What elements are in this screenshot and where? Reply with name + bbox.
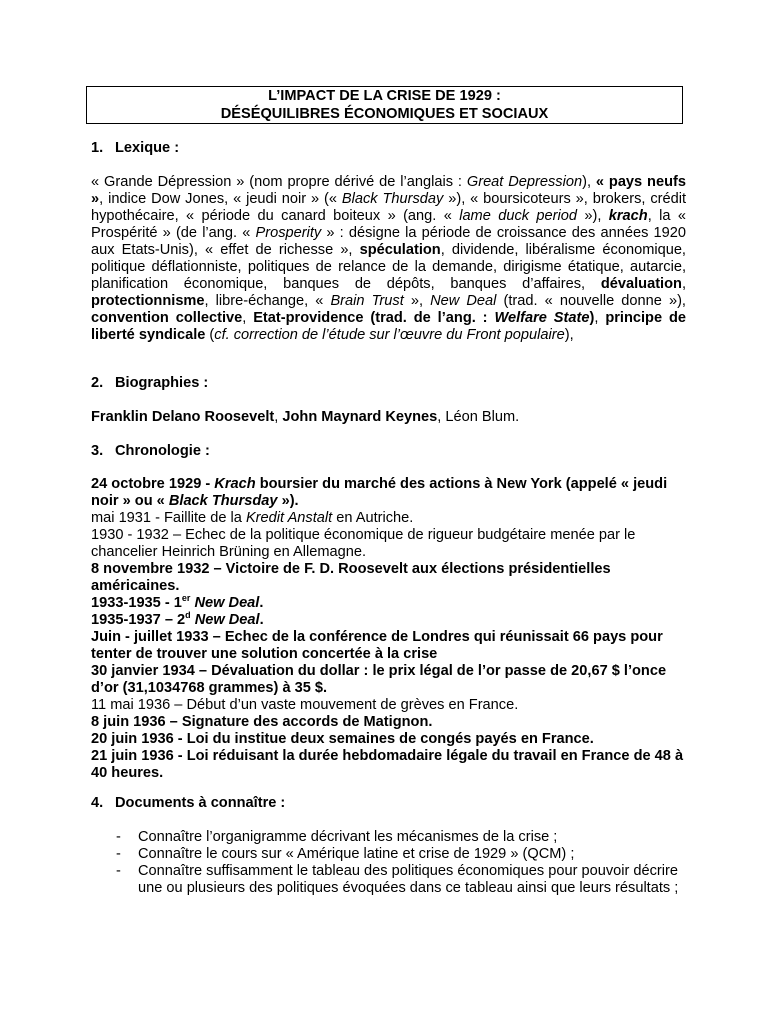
lexique-text: « Grande Dépression » (nom propre dérivé de l’anglais : bbox=[91, 174, 467, 190]
lexique-term: convention collective bbox=[91, 310, 243, 326]
chrono-entry: mai 1931 - Faillite de la Kredit Anstalt en Autriche. bbox=[91, 510, 414, 526]
chrono-entry: 1935-1937 – 2$^d$ New Deal. bbox=[91, 610, 264, 628]
chrono-entry: 21 juin 1936 - Loi réduisant la durée hebdomadaire légale du travail en France de 48 à 40 heures. bbox=[91, 748, 684, 781]
lexique-term: krach bbox=[608, 208, 648, 224]
section-title: Documents à connaître : bbox=[115, 795, 286, 811]
list-item: - Connaître l’organigramme décrivant les mécanismes de la crise ; bbox=[116, 829, 558, 845]
lexique-text: , bbox=[681, 276, 686, 292]
bio-text: , Léon Blum. bbox=[437, 409, 520, 425]
lexique-term: principe de liberté syndicale bbox=[91, 310, 687, 343]
lexique-term: protectionnisme bbox=[91, 293, 205, 309]
lexique-term: cf. correction de l’étude sur l’œuvre du Front populaire bbox=[214, 327, 565, 343]
chrono-entry: 8 novembre 1932 – Victoire de F. D. Roosevelt aux élections présidentielles américaines. bbox=[91, 561, 611, 594]
bio-name: John Maynard Keynes bbox=[282, 409, 438, 425]
section-number: 4. bbox=[91, 795, 104, 811]
section-number: 3. bbox=[91, 443, 104, 459]
chronology-list bbox=[91, 476, 686, 782]
bio-name: Franklin Delano Roosevelt bbox=[91, 409, 275, 425]
lexique-term: Welfare State bbox=[494, 310, 590, 326]
lexique-term: Prosperity bbox=[255, 225, 322, 241]
chrono-entry: 20 juin 1936 - Loi du institue deux semaines de congés payés en France. bbox=[91, 731, 594, 747]
lexique-text: » : désigne la période de croissance des années 1920 aux Etats-Unis), « effet de richesse », bbox=[91, 225, 686, 258]
documents-list bbox=[91, 829, 686, 897]
lexique-term: lame duck period bbox=[459, 208, 577, 224]
lexique-term: dévaluation bbox=[600, 276, 682, 292]
lexique-text: , indice Dow Jones, « jeudi noir » (« bbox=[99, 191, 342, 207]
chrono-entry: 24 octobre 1929 - Krach boursier du marché des actions à New York (appelé « jeudi noir » ou « Black Thursday »). bbox=[91, 476, 668, 509]
lexique-text: , bbox=[594, 310, 606, 326]
lexique-term: Black Thursday bbox=[341, 191, 444, 207]
lexique-term: Brain Trust bbox=[330, 293, 404, 309]
list-bullet: - bbox=[116, 829, 121, 845]
section-number: 1. bbox=[91, 140, 104, 156]
lexique-text: , libre-échange, « bbox=[204, 293, 331, 309]
lexique-term: Etat-providence (trad. de l’ang. : bbox=[253, 310, 495, 326]
chrono-entry: 11 mai 1936 – Début d’un vaste mouvement de grèves en France. bbox=[91, 697, 519, 713]
section-lexique-heading bbox=[91, 140, 686, 157]
section-number: 2. bbox=[91, 375, 104, 391]
chrono-entry: 30 janvier 1934 – Dévaluation du dollar : le prix légal de l’or passe de 20,67 $ l’once d’or (31,1034768 grammes) à 35 $. bbox=[91, 663, 667, 696]
lexique-term: Great Depression bbox=[466, 174, 583, 190]
lexique-text: ( bbox=[205, 327, 215, 343]
chrono-entry: 1933-1935 - 1er New Deal. bbox=[91, 593, 264, 611]
section-title: Lexique : bbox=[115, 140, 180, 156]
lexique-text: (trad. « nouvelle donne »), bbox=[496, 293, 686, 309]
lexique-term: New Deal bbox=[430, 293, 497, 309]
lexique-term: « pays neufs » bbox=[91, 174, 686, 207]
lexique-text: », bbox=[403, 293, 431, 309]
list-item: - Connaître suffisamment le tableau des politiques économiques pour pouvoir décrire une ou plusieurs des politiques évoquées dans ce tableau ainsi que leurs résultats ; bbox=[116, 863, 679, 896]
section-title: Chronologie : bbox=[115, 443, 210, 459]
section-chronologie-heading bbox=[91, 443, 686, 460]
title-line-2: DÉSÉQUILIBRES ÉCONOMIQUES ET SOCIAUX bbox=[220, 106, 549, 122]
lexique-term: ) bbox=[589, 310, 595, 326]
section-title: Biographies : bbox=[115, 375, 209, 391]
biographies-line bbox=[91, 409, 686, 426]
lexique-text: »), bbox=[576, 208, 609, 224]
bio-separator: , bbox=[274, 409, 283, 425]
lexique-text: ), bbox=[564, 327, 574, 343]
lexique-text: , la « Prospérité » (de l’ang. « bbox=[91, 208, 686, 241]
lexique-text: »), « boursicoteurs », brokers, crédit hypothécaire, « période du canard boiteux » (ang. « bbox=[91, 191, 687, 224]
title-box bbox=[86, 86, 683, 124]
lexique-text: ), bbox=[582, 174, 596, 190]
section-biographies-heading bbox=[91, 375, 686, 392]
chrono-entry: 1930 - 1932 – Echec de la politique économique de rigueur budgétaire menée par le chancelier Heinrich Brüning en Allemagne. bbox=[91, 527, 636, 560]
lexique-paragraph bbox=[91, 174, 686, 344]
lexique-text: , dividende, libéralisme économique, politique déflationniste, politiques de relance de la demande, dirigisme étatique, autarcie, planification économique, banques de dépôts, banques d’affaires, bbox=[91, 242, 686, 292]
title-line-1: L’IMPACT DE LA CRISE DE 1929 : bbox=[268, 88, 501, 104]
list-item: - Connaître le cours sur « Amérique latine et crise de 1929 » (QCM) ; bbox=[116, 846, 575, 862]
chrono-entry: Juin - juillet 1933 – Echec de la conférence de Londres qui réunissait 66 pays pour tenter de trouver une solution concertée à la crise bbox=[91, 629, 663, 662]
lexique-text: , bbox=[242, 310, 254, 326]
list-bullet: - bbox=[116, 846, 121, 862]
chrono-entry: 8 juin 1936 – Signature des accords de Matignon. bbox=[91, 714, 433, 730]
section-documents-heading bbox=[91, 795, 686, 812]
lexique-term: spéculation bbox=[359, 242, 441, 258]
list-bullet: - bbox=[116, 863, 121, 879]
